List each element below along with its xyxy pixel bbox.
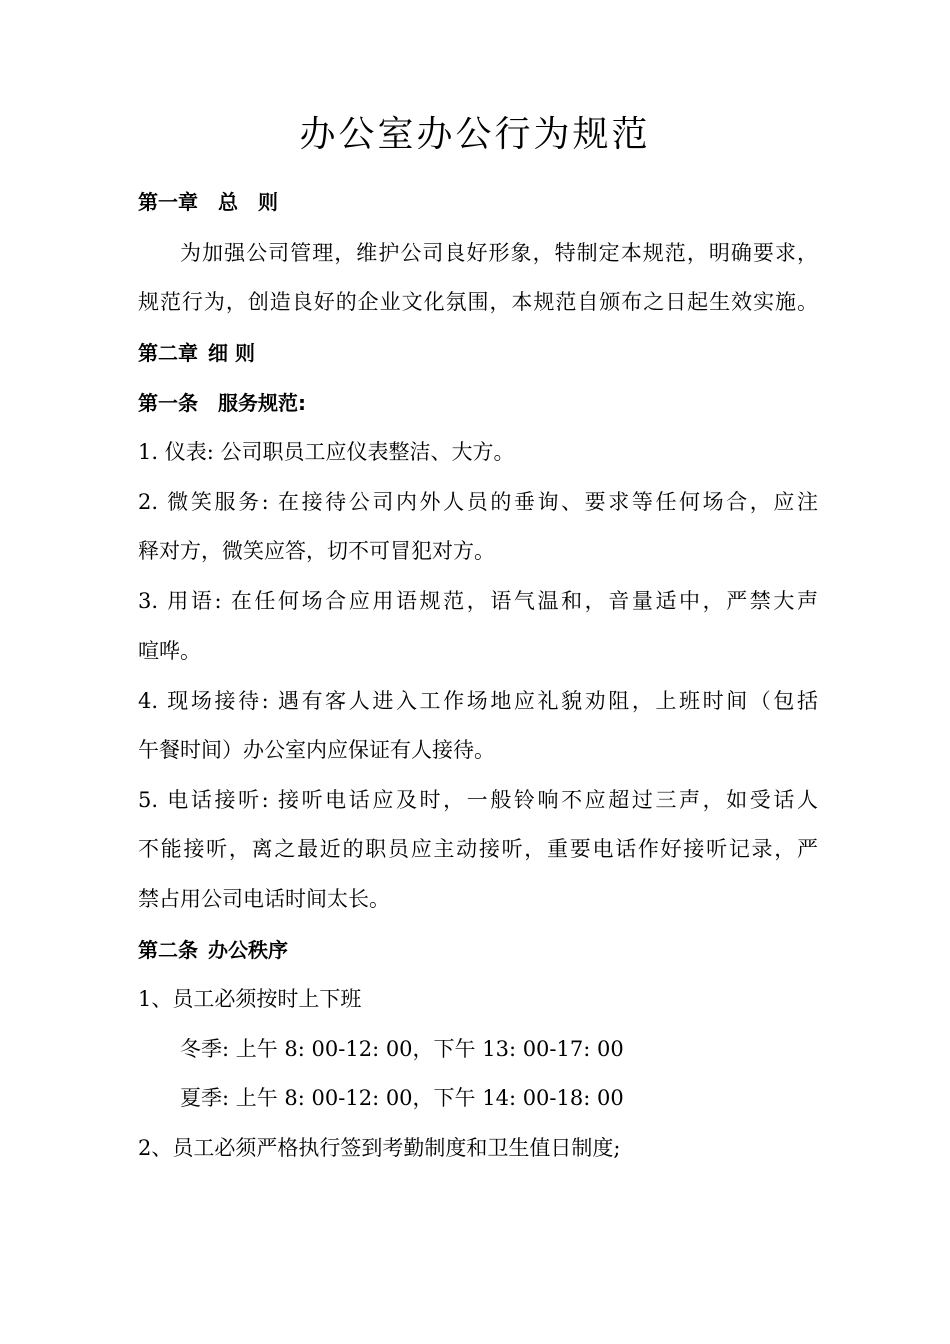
- article1-item2-line2: 释对方，微笑应答，切不可冒犯对方。: [138, 539, 495, 563]
- article2-heading: [138, 935, 818, 965]
- article1-item4-line2: 午餐时间）办公室内应保证有人接待。: [138, 738, 495, 762]
- article1-item2-line1: 2. 微笑服务: 在接待公司内外人员的垂询、要求等任何场合，应注: [138, 490, 818, 514]
- article2-label: 第二条: [138, 938, 198, 962]
- article1-item4-line1: 4. 现场接待: 遇有客人进入工作场地应礼貌劝阻，上班时间（包括: [138, 689, 818, 713]
- chapter1-label: 第一章: [138, 190, 198, 214]
- schedule-summer: 夏季: 上午 8: 00-12: 00，下午 14: 00-18: 00: [180, 1086, 624, 1110]
- article1-item5-line2: 不能接听，离之最近的职员应主动接听，重要电话作好接听记录，严: [138, 837, 818, 861]
- schedule-winter: 冬季: 上午 8: 00-12: 00，下午 13: 00-17: 00: [180, 1037, 624, 1061]
- article1-item1: 1. 仪表: 公司职员工应仪表整洁、大方。: [138, 440, 515, 464]
- article1-item5-line3: 禁占用公司电话时间太长。: [138, 887, 390, 911]
- chapter2-label: 第二章: [138, 341, 198, 365]
- chapter1-paragraph-line1: 为加强公司管理，维护公司良好形象，特制定本规范，明确要求，: [180, 241, 818, 265]
- article1-item3-line1: 3. 用语: 在任何场合应用语规范，语气温和，音量适中，严禁大声: [138, 589, 818, 613]
- chapter2-heading: [138, 338, 818, 368]
- chapter1-paragraph-line2: 规范行为，创造良好的企业文化氛围，本规范自颁布之日起生效实施。: [138, 290, 818, 314]
- chapter2-name: 细 则: [208, 341, 255, 365]
- article1-heading: [138, 388, 818, 418]
- article1-item5-line1: 5. 电话接听: 接听电话应及时，一般铃响不应超过三声，如受话人: [138, 788, 818, 812]
- article1-item3-line2: 喧哗。: [138, 639, 201, 663]
- article1-label: 第一条: [138, 391, 198, 415]
- chapter1-heading: [138, 187, 818, 217]
- article2-name: 办公秩序: [208, 938, 288, 962]
- page-title: 办公室办公行为规范: [299, 114, 651, 155]
- article2-item2: 2、员工必须严格执行签到考勤制度和卫生值日制度;: [138, 1136, 621, 1160]
- article2-item1: 1、员工必须按时上下班: [138, 987, 362, 1011]
- article1-name: 服务规范:: [218, 391, 306, 415]
- chapter1-name: 总 则: [218, 190, 278, 214]
